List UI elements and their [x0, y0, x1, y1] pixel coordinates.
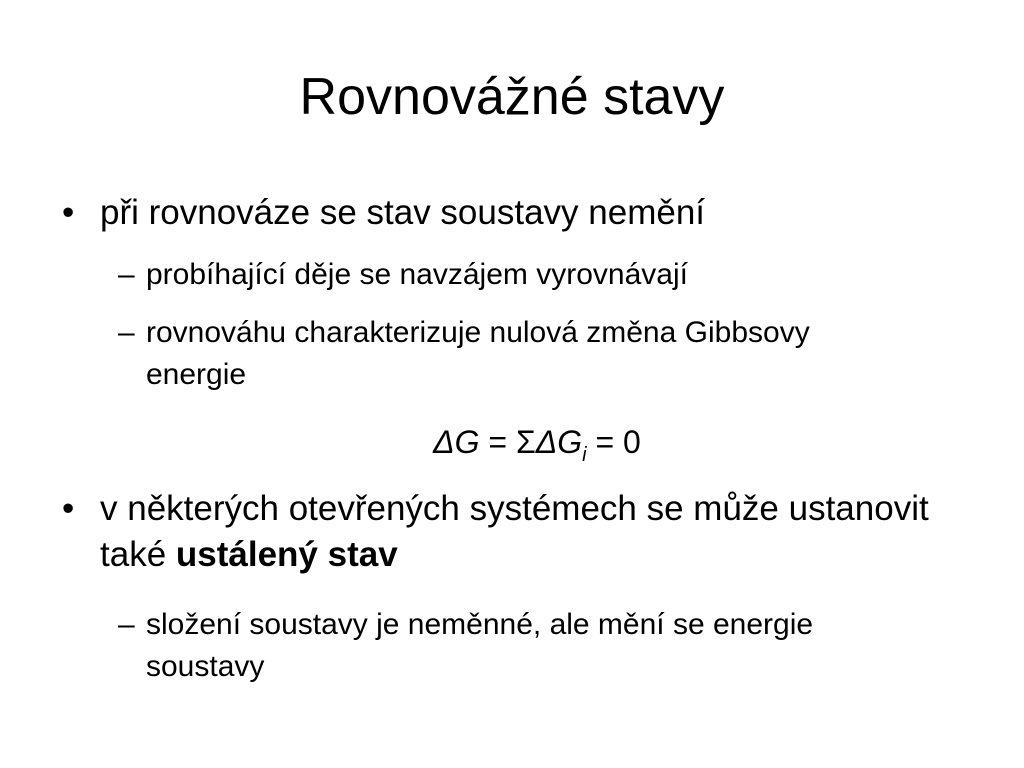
equation-delta-g: ΔG	[433, 424, 480, 460]
bullet-item-2	[62, 486, 1002, 578]
sub-item-text: složení soustavy je neměnné, ale mění se energie soustavy	[146, 608, 814, 683]
bullet-item-1	[62, 190, 1002, 236]
bullet-marker: •	[62, 193, 75, 232]
equation-equals: =	[586, 424, 624, 460]
slide-title: Rovnovážné stavy	[299, 68, 725, 126]
sub-item-2-1	[118, 604, 898, 688]
dash-marker: –	[118, 608, 135, 641]
equation-delta-gi: ΔG	[535, 424, 583, 460]
sub-item-1-1	[118, 254, 918, 296]
equation-sigma: Σ	[515, 424, 536, 460]
sub-item-1-2	[118, 312, 878, 396]
bullet-text-regular: v některých otevřených systémech se může ustanovit také	[100, 489, 929, 574]
equation-equals: =	[479, 424, 516, 460]
equation-zero: 0	[623, 424, 641, 460]
equation-subscript: i	[582, 444, 587, 466]
sub-item-text: probíhající děje se navzájem vyrovnávají	[146, 258, 688, 291]
gibbs-equation	[0, 418, 1024, 466]
bullet-marker: •	[62, 489, 75, 528]
bullet-text: při rovnováze se stav soustavy nemění	[100, 193, 706, 232]
sub-item-text: rovnováhu charakterizuje nulová změna Gibbsovy energie	[146, 316, 810, 391]
dash-marker: –	[118, 258, 135, 291]
bullet-text-bold: ustálený stav	[175, 535, 398, 574]
dash-marker: –	[118, 316, 135, 349]
bullet-text	[100, 486, 1002, 578]
